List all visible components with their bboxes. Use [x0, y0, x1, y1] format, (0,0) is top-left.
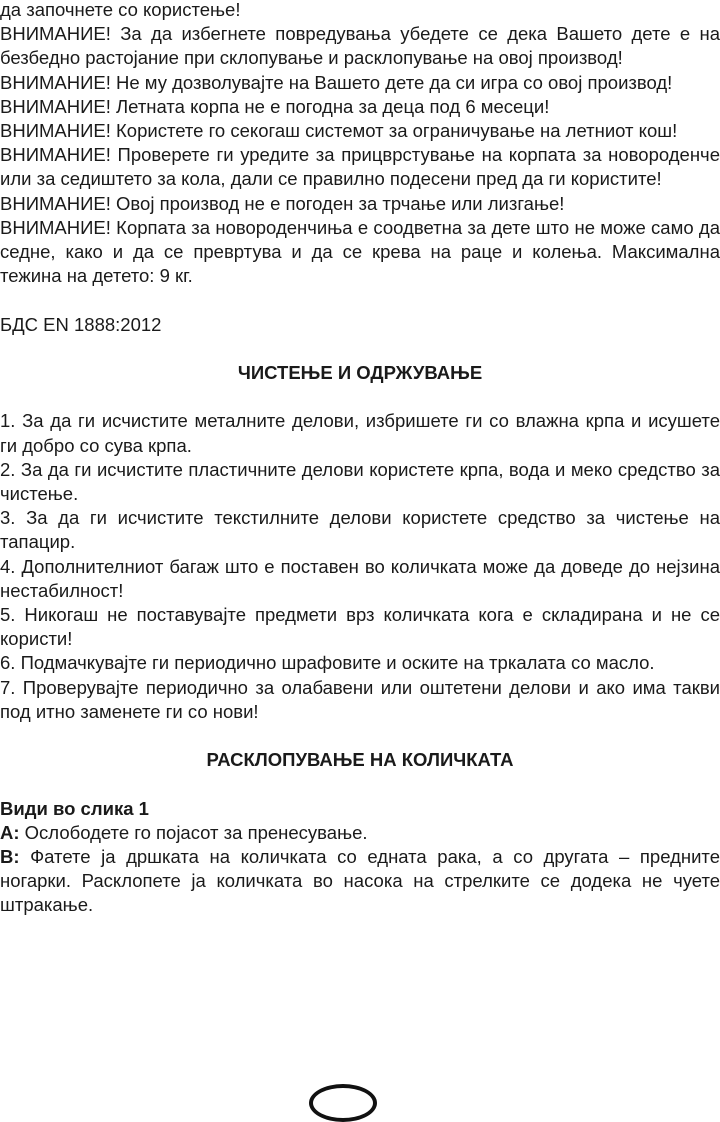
- cleaning-item-3: 3. За да ги исчистите текстилните делови користете средство за чистење на тапацир.: [0, 507, 720, 553]
- step-b-label: В:: [0, 846, 20, 868]
- warning-3: ВНИМАНИЕ! Летната корпа не е погодна за деца под 6 месеци!: [0, 95, 550, 117]
- cleaning-item-2: 2. За да ги исчистите пластичните делови користете крпа, вода и меко средство за чистење.: [0, 458, 720, 505]
- step-b-text: Фатете ја дршката на количката со едната рака, а со другата – предните ногарки. Расклопете ја количката во насока на стрелките се додека не чуете штракање.: [0, 846, 720, 916]
- warning-5: ВНИМАНИЕ! Проверете ги уредите за прицврстување на корпата за новороденче или за седиштето за кола, дали се правилно подесени пред да ги користите!: [0, 144, 720, 190]
- page-number-oval: [309, 1084, 377, 1122]
- cleaning-item-5: 5. Никогаш не поставувајте предмети врз количката кога е складирана и не се користи!: [0, 604, 720, 650]
- intro-tail: да започнете со користење!: [0, 0, 241, 20]
- standard-reference: БДС EN 1888:2012: [0, 313, 162, 335]
- folding-heading: РАСКЛОПУВАЊЕ НА КОЛИЧКАТА: [206, 749, 514, 771]
- cleaning-item-6: 6. Подмачкувајте ги периодично шрафовите и оските на тркалата со масло.: [0, 652, 655, 674]
- spacer: [0, 724, 720, 748]
- warning-7: ВНИМАНИЕ! Корпата за новороденчиња е соодветна за дете што не може само да седне, како и да се превртува и да се крева на раце и колења. Максимална тежина на детето: 9 кг.: [0, 216, 720, 287]
- folding-step-b: [0, 845, 720, 918]
- cleaning-item-1: 1. За да ги исчистите металните делови, избришете ги со влажна крпа и исушете ги добро со сува крпа.: [0, 410, 720, 456]
- folding-step-a: [0, 821, 720, 845]
- warning-6: ВНИМАНИЕ! Овој производ не е погоден за трчање или лизгање!: [0, 192, 565, 214]
- warning-2: ВНИМАНИЕ! Не му дозволувајте на Вашето дете да си игра со овој производ!: [0, 71, 673, 93]
- spacer: [0, 772, 720, 796]
- spacer: [0, 385, 720, 409]
- warning-1: ВНИМАНИЕ! За да избегнете повредувања убедете се дека Вашето дете е на безбедно растојание при склопување и расклопување на овој производ!: [0, 23, 720, 69]
- cleaning-item-7: 7. Проверувајте периодично за олабавени или оштетени делови и ако има такви под итно заменете ги со нови!: [0, 676, 720, 722]
- cleaning-item-4: 4. Дополнителниот багаж што е поставен во количката може да доведе до нејзина нестабилност!: [0, 555, 720, 601]
- cleaning-heading: ЧИСТЕЊЕ И ОДРЖУВАЊЕ: [237, 362, 483, 384]
- spacer: [0, 288, 720, 312]
- step-a-label: А:: [0, 821, 20, 843]
- see-figure-label: Види во слика 1: [0, 797, 149, 819]
- spacer: [0, 337, 720, 361]
- step-a-text: Ослободете го појасот за пренесување.: [19, 821, 368, 843]
- warning-4: ВНИМАНИЕ! Користете го секогаш системот за ограничување на летниот кош!: [0, 120, 678, 142]
